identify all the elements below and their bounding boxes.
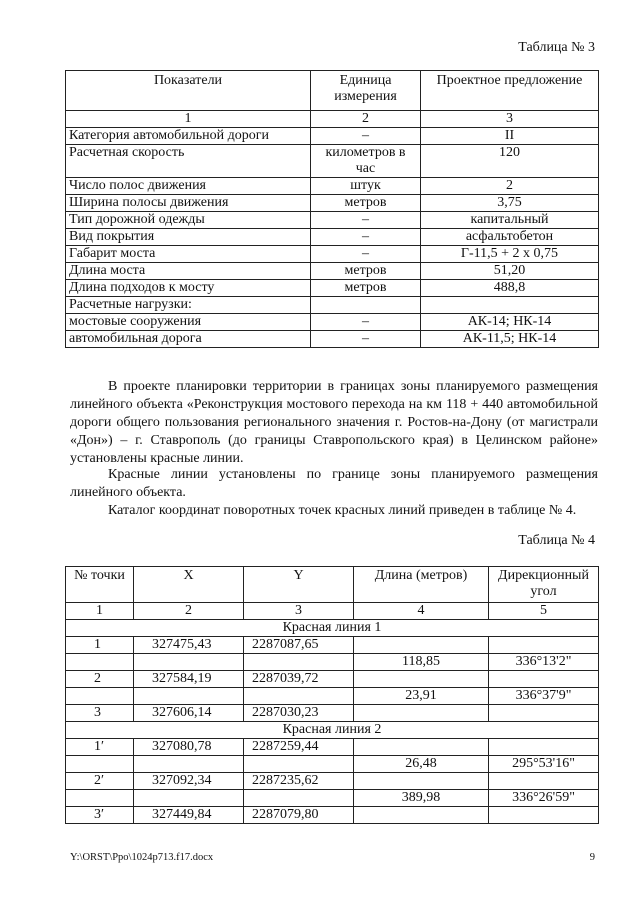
unit-cell: метров [311,195,421,212]
value-cell: 488,8 [421,280,599,297]
table-row [66,739,599,756]
point-number-cell: 1′ [66,739,134,756]
angle-cell [489,637,599,654]
indicator-cell: Расчетные нагрузки: [66,297,311,314]
indicator-cell: Длина подходов к мосту [66,280,311,297]
y-cell [244,654,354,671]
value-cell: II [421,128,599,145]
table-row [66,145,599,178]
header-direction-angle: Дирекционный угол [489,567,599,603]
table-row [66,128,599,145]
table-row [66,195,599,212]
value-cell: 2 [421,178,599,195]
unit-cell: – [311,128,421,145]
red-line-title: Красная линия 1 [66,620,599,637]
angle-cell: 336°26'59" [489,790,599,807]
table-row [66,212,599,229]
point-number-cell [66,756,134,773]
col-number: 2 [134,603,244,620]
value-cell: АК-14; НК-14 [421,314,599,331]
header-length: Длина (метров) [354,567,489,603]
col-number: 5 [489,603,599,620]
table-row [66,178,599,195]
table-row [66,790,599,807]
table4-caption: Таблица № 4 [518,533,595,548]
x-cell: 327092,34 [134,773,244,790]
unit-cell: – [311,331,421,348]
value-cell: асфальтобетон [421,229,599,246]
point-number-cell: 3 [66,705,134,722]
y-cell: 2287079,80 [244,807,354,824]
unit-cell: – [311,314,421,331]
y-cell: 2287087,65 [244,637,354,654]
indicator-cell: мостовые сооружения [66,314,311,331]
table-row [66,637,599,654]
unit-cell: метров [311,280,421,297]
point-number-cell [66,688,134,705]
length-cell [354,637,489,654]
paragraph-planning [70,378,598,468]
coordinates-table [65,566,599,824]
point-number-cell: 3′ [66,807,134,824]
point-number-cell: 2′ [66,773,134,790]
unit-cell: километров в час [311,145,421,178]
x-cell: 327449,84 [134,807,244,824]
header-y: Y [244,567,354,603]
point-number-cell [66,790,134,807]
paragraph-red-lines [70,466,598,502]
col-number: 3 [421,111,599,128]
header-x: X [134,567,244,603]
indicator-cell: Расчетная скорость [66,145,311,178]
angle-cell [489,739,599,756]
angle-cell [489,671,599,688]
paragraph-catalog [70,502,598,520]
length-cell [354,807,489,824]
y-cell [244,756,354,773]
y-cell: 2287259,44 [244,739,354,756]
table-row [66,671,599,688]
point-number-cell: 1 [66,637,134,654]
red-line-title: Красная линия 2 [66,722,599,739]
red-line-title-row [66,722,599,739]
header-point-number: № точки [66,567,134,603]
indicator-cell: автомобильная дорога [66,331,311,348]
table-row [66,297,599,314]
table-row [66,807,599,824]
length-cell [354,773,489,790]
unit-cell: – [311,212,421,229]
value-cell [421,297,599,314]
length-cell [354,671,489,688]
length-cell: 23,91 [354,688,489,705]
col-number: 1 [66,603,134,620]
table-row [66,280,599,297]
x-cell [134,790,244,807]
paragraph-text: В проекте планировки территории в границах зоны планируемого размещения линейного объекта «Реконструкция мостового перехода на км 118 + 440 автомобильной дороги общего пользования регионального значения г. Ростов-на-Дону (от магистрали «Дон») – г. Ставрополь (до границы Ставропольского края) в Целинском районе» установлены красные линии. [70,379,598,466]
x-cell: 327080,78 [134,739,244,756]
road-parameters-table [65,70,599,348]
table-header-row [66,71,599,111]
header-unit: Единица измерения [311,71,421,111]
value-cell: Г-11,5 + 2 х 0,75 [421,246,599,263]
x-cell: 327475,43 [134,637,244,654]
indicator-cell: Число полос движения [66,178,311,195]
y-cell: 2287235,62 [244,773,354,790]
value-cell: АК-11,5; НК-14 [421,331,599,348]
unit-cell: – [311,229,421,246]
length-cell [354,705,489,722]
x-cell: 327606,14 [134,705,244,722]
length-cell: 389,98 [354,790,489,807]
angle-cell [489,705,599,722]
value-cell: 120 [421,145,599,178]
x-cell [134,688,244,705]
table-row [66,705,599,722]
table-row [66,263,599,280]
angle-cell [489,807,599,824]
unit-cell: штук [311,178,421,195]
length-cell [354,739,489,756]
table3-caption: Таблица № 3 [518,40,595,55]
length-cell: 118,85 [354,654,489,671]
paragraph-text: Каталог координат поворотных точек красных линий приведен в таблице № 4. [108,503,577,518]
angle-cell [489,773,599,790]
col-number: 1 [66,111,311,128]
y-cell [244,688,354,705]
header-indicators: Показатели [66,71,311,111]
length-cell: 26,48 [354,756,489,773]
value-cell: 3,75 [421,195,599,212]
col-number: 2 [311,111,421,128]
indicator-cell: Тип дорожной одежды [66,212,311,229]
indicator-cell: Ширина полосы движения [66,195,311,212]
table-numbering-row [66,111,599,128]
angle-cell: 336°37'9" [489,688,599,705]
value-cell: 51,20 [421,263,599,280]
table-row [66,246,599,263]
x-cell: 327584,19 [134,671,244,688]
indicator-cell: Длина моста [66,263,311,280]
table-row [66,314,599,331]
table-row [66,756,599,773]
x-cell [134,756,244,773]
indicator-cell: Вид покрытия [66,229,311,246]
table-row [66,773,599,790]
table-header-row [66,567,599,603]
unit-cell [311,297,421,314]
y-cell: 2287030,23 [244,705,354,722]
red-line-title-row [66,620,599,637]
table-row [66,688,599,705]
footer-file-path: Y:\ORST\Ppo\1024p713.f17.docx [70,852,214,863]
y-cell [244,790,354,807]
unit-cell: метров [311,263,421,280]
col-number: 3 [244,603,354,620]
page-number: 9 [589,852,595,863]
table-row [66,229,599,246]
indicator-cell: Категория автомобильной дороги [66,128,311,145]
angle-cell: 336°13'2" [489,654,599,671]
point-number-cell [66,654,134,671]
value-cell: капитальный [421,212,599,229]
unit-cell: – [311,246,421,263]
table-row [66,331,599,348]
table-numbering-row [66,603,599,620]
indicator-cell: Габарит моста [66,246,311,263]
point-number-cell: 2 [66,671,134,688]
header-project-proposal: Проектное предложение [421,71,599,111]
col-number: 4 [354,603,489,620]
angle-cell: 295°53'16" [489,756,599,773]
x-cell [134,654,244,671]
paragraph-text: Красные линии установлены по границе зоны планируемого размещения линейного объекта. [70,467,598,500]
y-cell: 2287039,72 [244,671,354,688]
table-row [66,654,599,671]
